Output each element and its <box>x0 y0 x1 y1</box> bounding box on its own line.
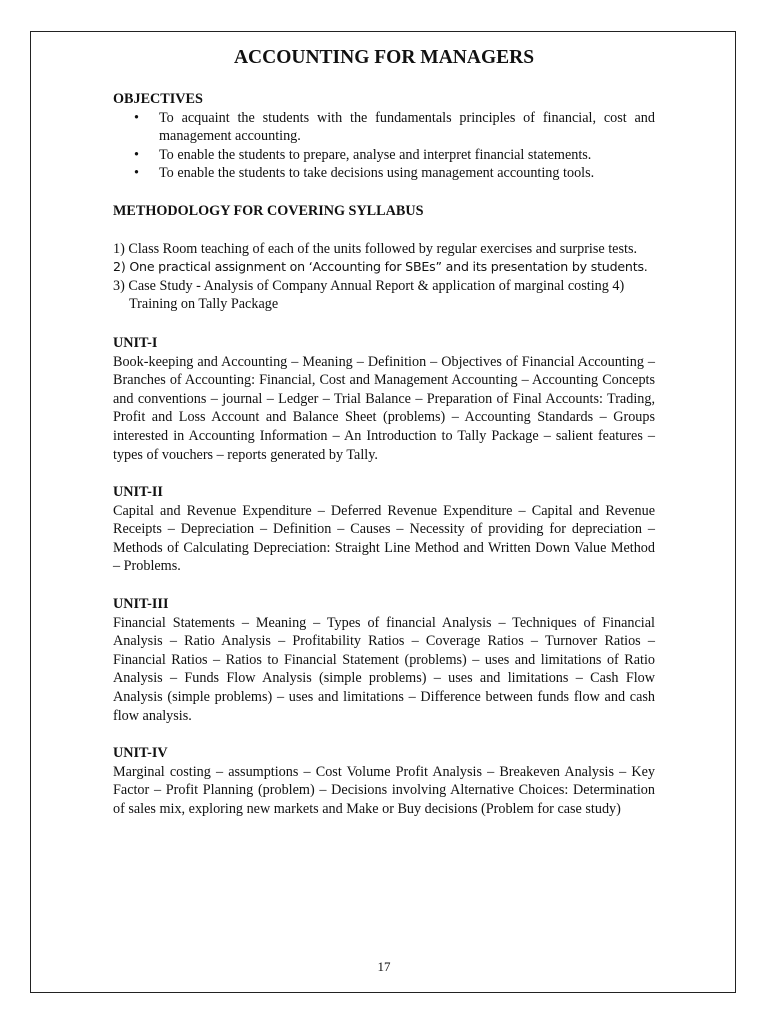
objective-text: To enable the students to prepare, analyse and interpret financial statements. <box>159 146 592 163</box>
unit-section <box>113 334 655 464</box>
unit-heading: UNIT-II <box>113 484 163 501</box>
objective-text: To enable the students to take decisions using management accounting tools. <box>159 165 595 182</box>
objective-item <box>113 146 655 165</box>
bullet-icon: • <box>134 146 139 163</box>
unit-body: Marginal costing – assumptions – Cost Volume Profit Analysis – Breakeven Analysis – Key Factor – Profit Planning (problem) – Decisions involving Alternative Choices: Determination of sales mix, exploring new markets and Make or Buy decisions (Problem for case study) <box>113 763 655 817</box>
objectives-heading: OBJECTIVES <box>113 91 203 107</box>
objective-text: To acquaint the students with the fundamentals principles of financial, cost and management accounting. <box>159 109 655 145</box>
bullet-icon: • <box>134 165 139 182</box>
document-content <box>113 46 655 838</box>
unit-section <box>113 744 655 818</box>
unit-body: Financial Statements – Meaning – Types of financial Analysis – Techniques of Financial Analysis – Ratio Analysis – Profitability Ratios – Coverage Ratios – Turnover Ratios – Financial Ratios – Ratios to Financial Statement (problems) – uses and limitations of Ratio Analysis – Funds Flow Analysis (simple problems) – uses and limitations – Cash Flow Analysis (simple problems) – uses and limitations – Difference between funds flow and cash flow analysis. <box>113 614 655 724</box>
unit-section <box>113 595 655 725</box>
methodology-heading: METHODOLOGY FOR COVERING SYLLABUS <box>113 202 424 219</box>
unit-section <box>113 483 655 576</box>
unit-body: Capital and Revenue Expenditure – Deferred Revenue Expenditure – Capital and Revenue Receipts – Depreciation – Definition – Causes – Necessity of providing for depreciation – Methods of Calculating Depreciation: Straight Line Method and Written Down Value Method – Problems. <box>113 502 655 575</box>
objectives-list <box>113 109 655 183</box>
unit-body: Book-keeping and Accounting – Meaning – Definition – Objectives of Financial Accounting – Branches of Accounting: Financial, Cost and Management Accounting – Accounting Concepts and conventions – journal – Ledger – Trial Balance – Preparation of Final Accounts: Trading, Profit and Loss Account and Balance Sheet (problems) – Accounting Standards – Groups interested in Accounting Information – An Introduction to Tally Package – salient features – types of vouchers – reports generated by Tally. <box>113 353 655 463</box>
methodology-item: 3) Case Study - Analysis of Company Annual Report & application of marginal costing 4) Training on Tally Package <box>113 277 625 313</box>
unit-heading: UNIT-III <box>113 596 169 613</box>
methodology-item: 1) Class Room teaching of each of the units followed by regular exercises and surprise tests. <box>113 240 638 257</box>
page-number: 17 <box>377 959 391 974</box>
methodology-list <box>113 240 655 314</box>
bullet-icon: • <box>134 109 139 126</box>
unit-heading: UNIT-IV <box>113 745 168 762</box>
document-title: ACCOUNTING FOR MANAGERS <box>233 47 535 68</box>
unit-heading: UNIT-I <box>113 334 158 351</box>
objective-item <box>113 164 655 183</box>
objective-item <box>113 109 655 146</box>
methodology-item: 2) One practical assignment on ‘Accounting for SBEs” and its presentation by students. <box>113 259 648 275</box>
